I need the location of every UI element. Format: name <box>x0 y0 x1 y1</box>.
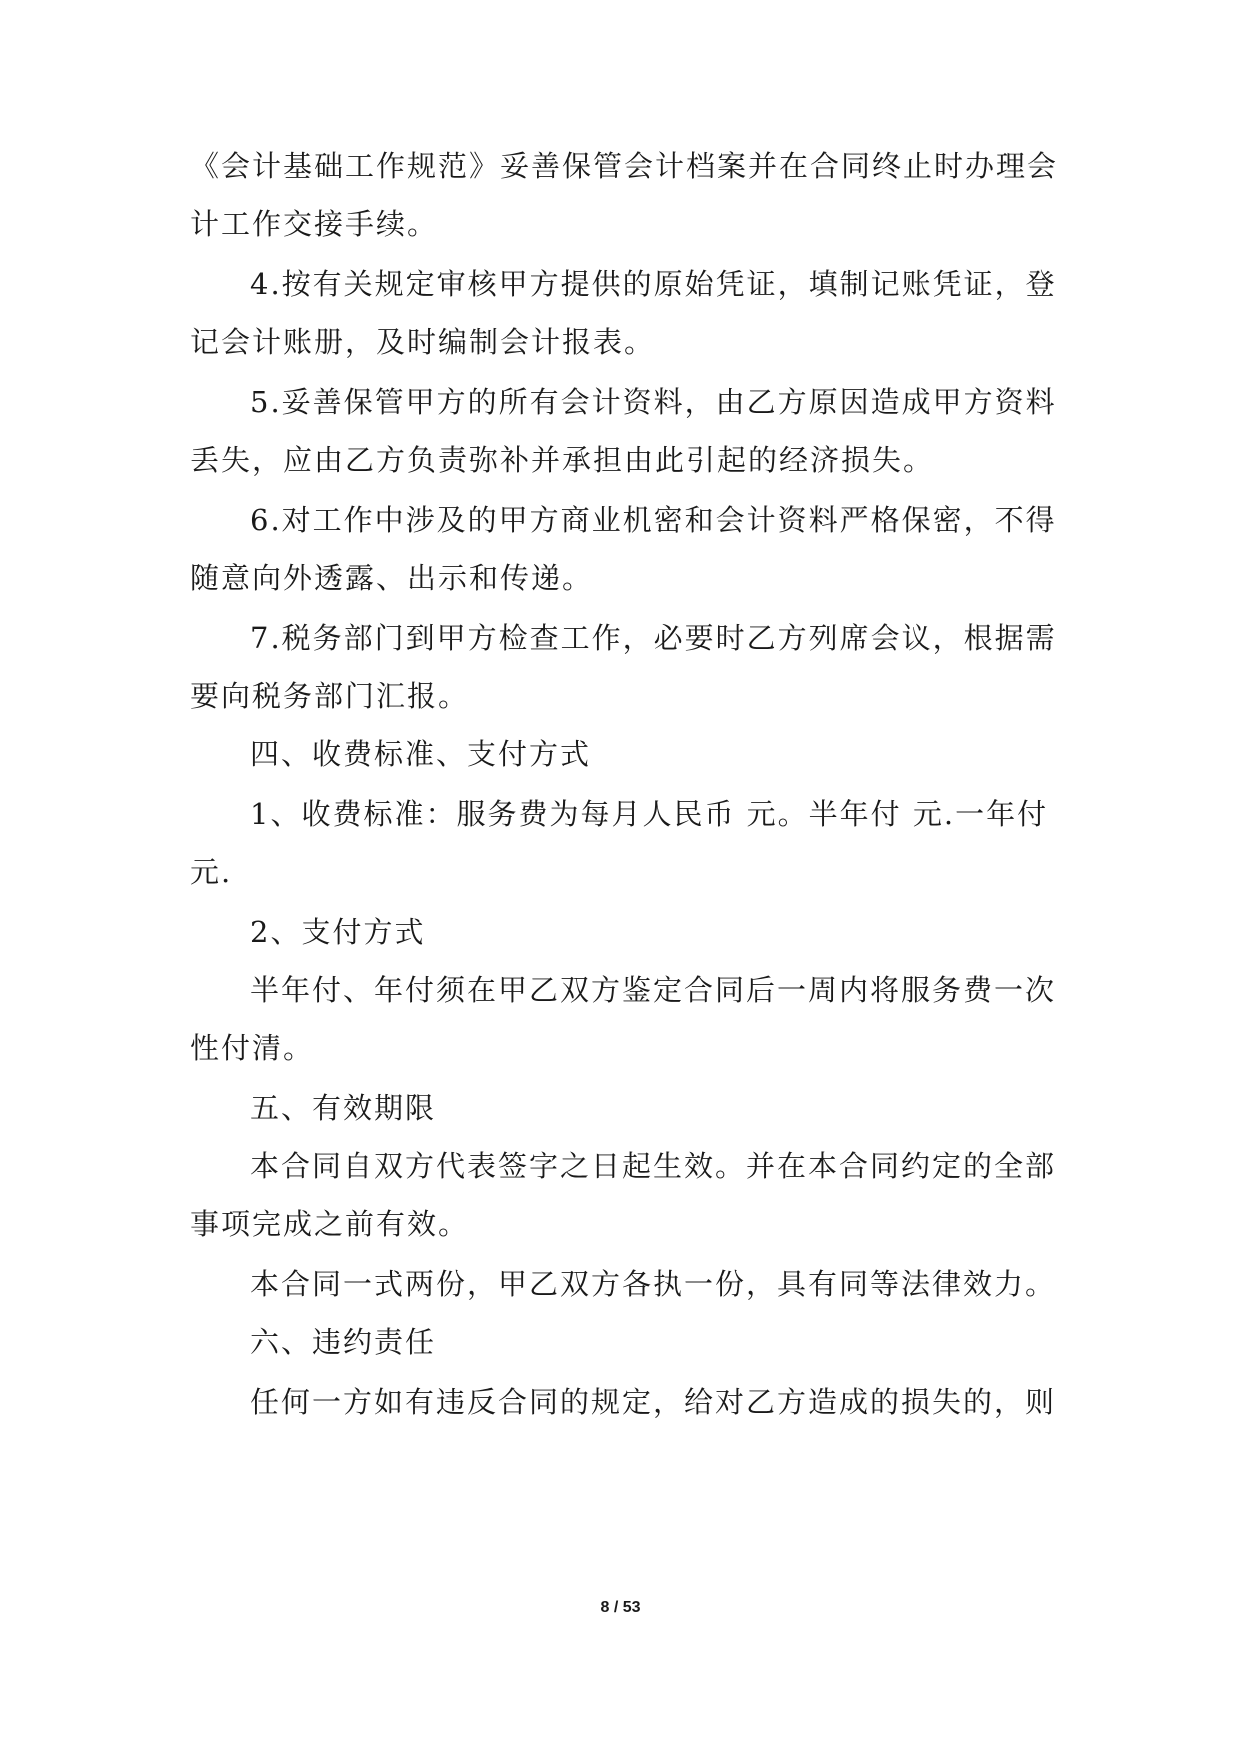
text-line: 本合同一式两份，甲乙双方各执一份，具有同等法律效力。 <box>250 1267 1057 1301</box>
section-heading: 四、收费标准、支付方式 <box>250 737 592 771</box>
text-line: 6.对工作中涉及的甲方商业机密和会计资料严格保密，不得 <box>250 503 1057 537</box>
text-line: 任何一方如有违反合同的规定，给对乙方造成的损失的，则 <box>250 1385 1057 1419</box>
text-line: 1、收费标准：服务费为每月人民币 元。半年付 元.一年付 <box>250 797 1049 831</box>
text-line: 5.妥善保管甲方的所有会计资料，由乙方原因造成甲方资料 <box>250 385 1057 419</box>
text-line: 半年付、年付须在甲乙双方鉴定合同后一周内将服务费一次 <box>250 973 1057 1007</box>
section-heading: 六、违约责任 <box>250 1325 437 1359</box>
text-line: 事项完成之前有效。 <box>190 1207 470 1241</box>
text-line: 本合同自双方代表签字之日起生效。并在本合同约定的全部 <box>250 1149 1057 1183</box>
text-line: 元. <box>190 855 233 889</box>
section-heading: 五、有效期限 <box>250 1091 437 1125</box>
text-line: 7.税务部门到甲方检查工作，必要时乙方列席会议，根据需 <box>250 621 1057 655</box>
text-line: 4.按有关规定审核甲方提供的原始凭证，填制记账凭证，登 <box>250 267 1057 301</box>
page-number: 8 / 53 <box>600 1599 641 1616</box>
text-line: 记会计账册，及时编制会计报表。 <box>190 325 656 359</box>
text-line: 《会计基础工作规范》妥善保管会计档案并在合同终止时办理会 <box>190 149 1059 183</box>
text-line: 要向税务部门汇报。 <box>190 679 470 713</box>
text-line: 性付清。 <box>190 1031 315 1065</box>
text-line: 丢失，应由乙方负责弥补并承担由此引起的经济损失。 <box>190 443 935 477</box>
text-line: 计工作交接手续。 <box>190 207 439 241</box>
text-line: 随意向外透露、出示和传递。 <box>190 561 594 595</box>
subsection-heading: 2、支付方式 <box>250 915 426 949</box>
